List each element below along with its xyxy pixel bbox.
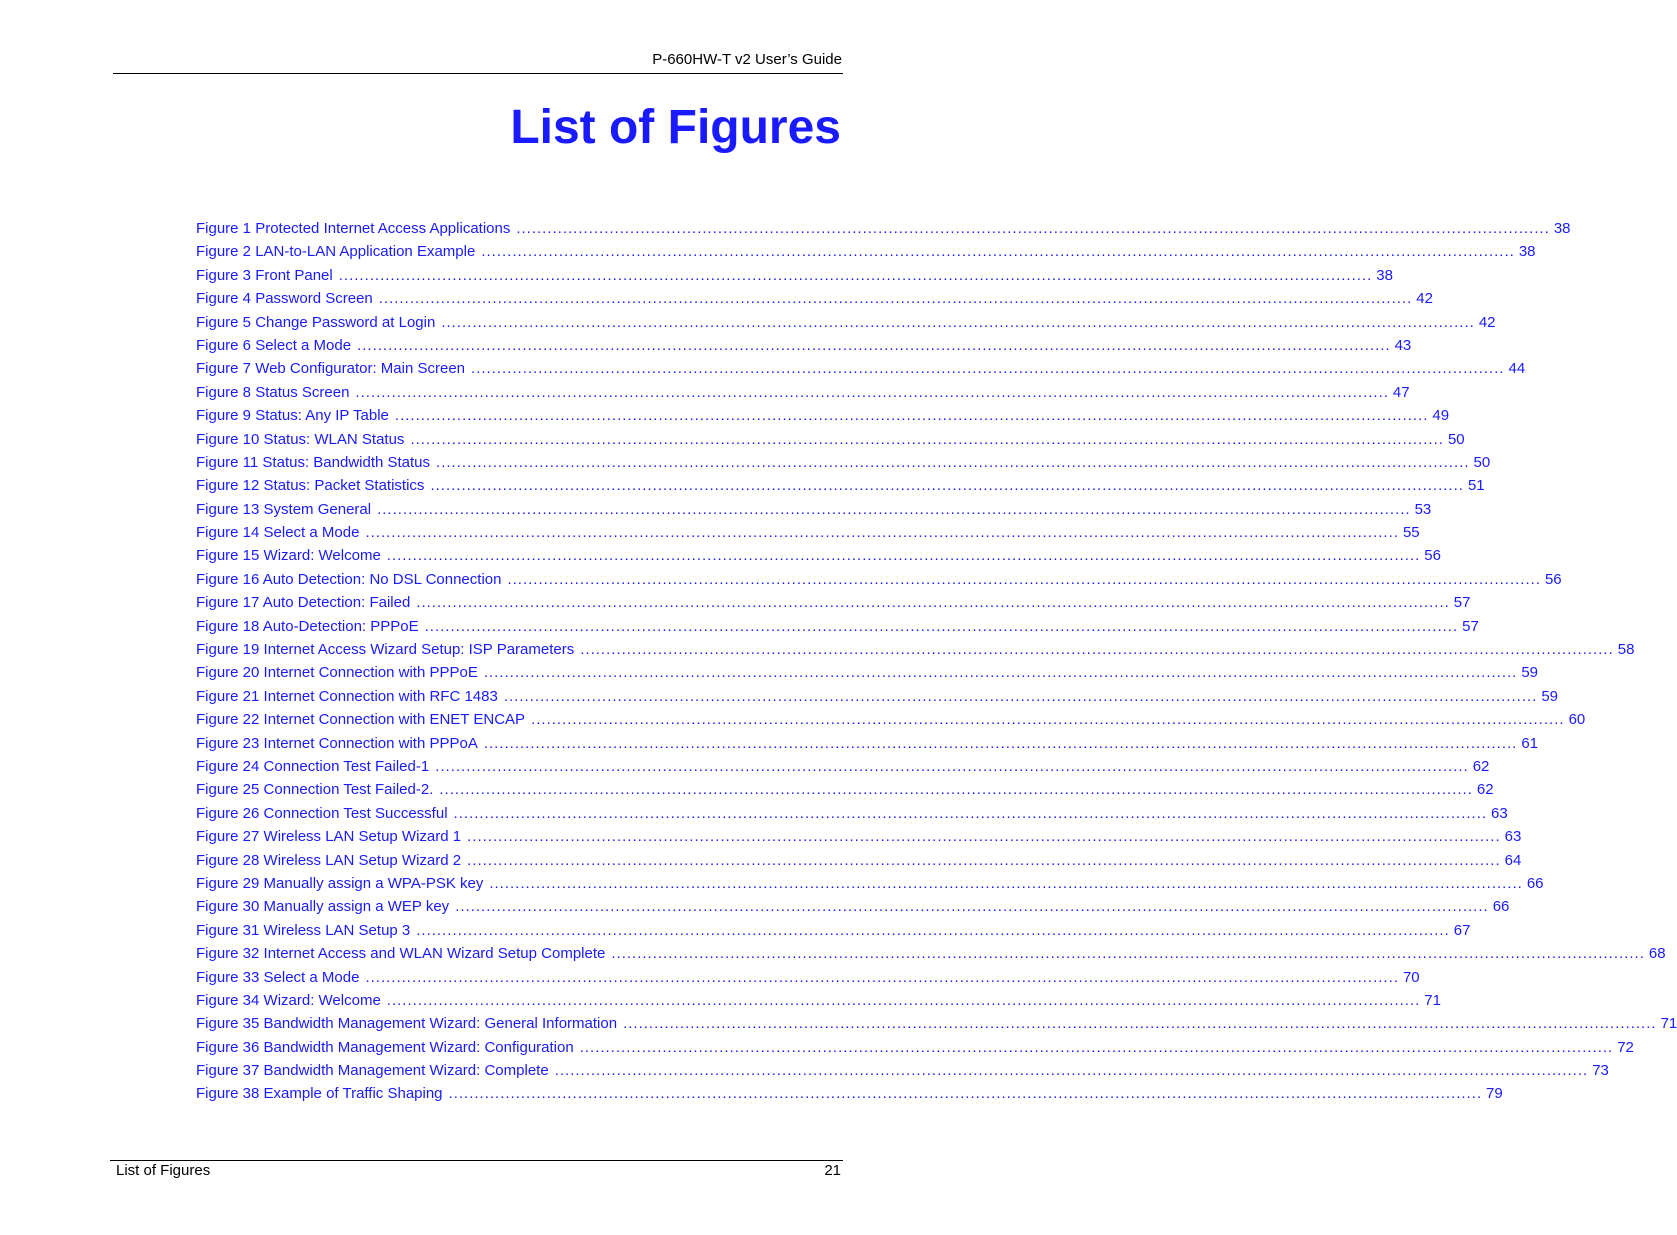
figure-list-item[interactable]: [196, 1036, 1634, 1059]
figure-page-number[interactable]: 79: [1486, 1085, 1503, 1103]
figure-title-link[interactable]: Figure 13 System General: [196, 500, 372, 518]
figure-page-number[interactable]: 63: [1491, 804, 1508, 822]
dot-leader: ........................................................................................................................................................................................................: [554, 1062, 1589, 1080]
figure-title-link[interactable]: Figure 28 Wireless LAN Setup Wizard 2: [196, 851, 462, 869]
figure-title-link[interactable]: Figure 10 Status: WLAN Status: [196, 430, 405, 448]
figure-list-item[interactable]: [196, 825, 1522, 848]
figure-title-link[interactable]: Figure 25 Connection Test Failed-2.: [196, 781, 434, 799]
figure-title-link[interactable]: Figure 30 Manually assign a WEP key: [196, 898, 450, 916]
figure-list-item[interactable]: [196, 895, 1510, 918]
figure-list-item[interactable]: [196, 802, 1508, 825]
figure-list-item[interactable]: [196, 474, 1485, 497]
figure-list-item[interactable]: [196, 357, 1526, 380]
figure-page-number[interactable]: 63: [1504, 828, 1522, 846]
figure-title-link[interactable]: Figure 2 LAN-to-LAN Application Example: [196, 243, 476, 261]
dot-leader: ........................................................................................................................................................................................................: [623, 1015, 1657, 1033]
figure-title-link[interactable]: Figure 5 Change Password at Login: [196, 313, 436, 331]
dot-leader: ........................................................................................................................................................................................................: [386, 547, 1421, 565]
dot-leader: ........................................................................................................................................................................................................: [357, 336, 1391, 354]
figure-title-link[interactable]: Figure 4 Password Screen: [196, 290, 373, 308]
figure-page-number[interactable]: 59: [1541, 687, 1559, 705]
figure-list-item[interactable]: [196, 591, 1471, 614]
figure-page-number[interactable]: 62: [1476, 781, 1494, 799]
figure-title-link[interactable]: Figure 7 Web Configurator: Main Screen: [196, 360, 466, 378]
figure-list-item[interactable]: [196, 966, 1420, 989]
dot-leader: ........................................................................................................................................................................................................: [531, 711, 1565, 729]
figure-list-item[interactable]: [196, 1059, 1609, 1082]
figure-list-item[interactable]: [196, 544, 1441, 567]
figure-page-number[interactable]: 50: [1473, 453, 1491, 471]
dot-leader: ........................................................................................................................................................................................................: [507, 570, 1541, 588]
figure-title-link[interactable]: Figure 36 Bandwidth Management Wizard: Configuration: [196, 1038, 574, 1056]
dot-leader: ........................................................................................................................................................................................................: [483, 734, 1518, 752]
figure-list-item[interactable]: [196, 240, 1536, 263]
figure-list-item[interactable]: [196, 755, 1490, 778]
figure-list-item[interactable]: [196, 708, 1586, 731]
figure-list-item[interactable]: [196, 872, 1544, 895]
dot-leader: ........................................................................................................................................................................................................: [435, 757, 1469, 775]
dot-leader: ........................................................................................................................................................................................................: [467, 828, 1501, 846]
dot-leader: ........................................................................................................................................................................................................: [338, 266, 1373, 284]
figure-list-item[interactable]: [196, 989, 1441, 1012]
figure-page-number[interactable]: 68: [1648, 945, 1666, 963]
dot-leader: ........................................................................................................................................................................................................: [441, 313, 1475, 331]
figure-title-link[interactable]: Figure 15 Wizard: Welcome: [196, 547, 381, 565]
figure-list: [196, 217, 1677, 1106]
dot-leader: ........................................................................................................................................................................................................: [436, 453, 1470, 471]
running-header: P-660HW-T v2 User’s Guide: [652, 51, 842, 68]
figure-title-link[interactable]: Figure 6 Select a Mode: [196, 336, 352, 354]
figure-title-link[interactable]: Figure 23 Internet Connection with PPPoA: [196, 734, 478, 752]
figure-title-link[interactable]: Figure 9 Status: Any IP Table: [196, 407, 389, 425]
figure-page-number[interactable]: 61: [1521, 734, 1539, 752]
figure-title-link[interactable]: Figure 26 Connection Test Successful: [196, 804, 448, 822]
figure-title-link[interactable]: Figure 18 Auto-Detection: PPPoE: [196, 617, 419, 635]
figure-page-number[interactable]: 43: [1394, 336, 1412, 354]
figure-page-number[interactable]: 56: [1424, 547, 1441, 565]
figure-page-number[interactable]: 38: [1518, 243, 1536, 261]
figure-page-number[interactable]: 57: [1462, 617, 1479, 635]
figure-page-number[interactable]: 55: [1402, 524, 1420, 542]
figure-page-number[interactable]: 59: [1521, 664, 1539, 682]
figure-page-number[interactable]: 42: [1416, 290, 1433, 308]
dot-leader: ........................................................................................................................................................................................................: [481, 243, 1515, 261]
figure-title-link[interactable]: Figure 14 Select a Mode: [196, 524, 360, 542]
figure-list-item[interactable]: [196, 287, 1433, 310]
dot-leader: ........................................................................................................................................................................................................: [378, 290, 1413, 308]
dot-leader: ........................................................................................................................................................................................................: [365, 524, 1399, 542]
figure-title-link[interactable]: Figure 38 Example of Traffic Shaping: [196, 1085, 443, 1103]
figure-list-item[interactable]: [196, 334, 1412, 357]
figure-list-item[interactable]: [196, 217, 1571, 240]
figure-title-link[interactable]: Figure 17 Auto Detection: Failed: [196, 594, 411, 612]
figure-title-link[interactable]: Figure 37 Bandwidth Management Wizard: Complete: [196, 1062, 549, 1080]
figure-title-link[interactable]: Figure 35 Bandwidth Management Wizard: General Information: [196, 1015, 618, 1033]
figure-list-item[interactable]: [196, 849, 1522, 872]
figure-page-number[interactable]: 58: [1617, 641, 1635, 659]
footer-page-number: 21: [824, 1162, 841, 1179]
dot-leader: ........................................................................................................................................................................................................: [516, 220, 1550, 237]
figure-page-number[interactable]: 67: [1453, 921, 1471, 939]
dot-leader: ........................................................................................................................................................................................................: [424, 617, 1459, 635]
dot-leader: ........................................................................................................................................................................................................: [455, 898, 1489, 916]
dot-leader: ........................................................................................................................................................................................................: [439, 781, 1473, 799]
figure-page-number[interactable]: 66: [1492, 898, 1510, 916]
figure-page-number[interactable]: 66: [1526, 874, 1544, 892]
footer-section-name: List of Figures: [116, 1162, 211, 1179]
figure-page-number[interactable]: 56: [1544, 570, 1562, 588]
dot-leader: ........................................................................................................................................................................................................: [416, 921, 1450, 939]
dot-leader: ........................................................................................................................................................................................................: [579, 1038, 1614, 1056]
figure-title-link[interactable]: Figure 19 Internet Access Wizard Setup: ISP Parameters: [196, 641, 575, 659]
dot-leader: ........................................................................................................................................................................................................: [580, 641, 1614, 659]
dot-leader: ........................................................................................................................................................................................................: [611, 945, 1645, 963]
figure-title-link[interactable]: Figure 21 Internet Connection with RFC 1483: [196, 687, 498, 705]
dot-leader: ........................................................................................................................................................................................................: [483, 664, 1518, 682]
dot-leader: ........................................................................................................................................................................................................: [471, 360, 1505, 378]
dot-leader: ........................................................................................................................................................................................................: [467, 851, 1501, 869]
figure-list-item[interactable]: [196, 615, 1479, 638]
figure-list-item[interactable]: [196, 428, 1465, 451]
figure-title-link[interactable]: Figure 16 Auto Detection: No DSL Connection: [196, 570, 502, 588]
figure-list-item[interactable]: [196, 451, 1491, 474]
figure-list-item[interactable]: [196, 521, 1420, 544]
figure-title-link[interactable]: Figure 32 Internet Access and WLAN Wizard Setup Complete: [196, 945, 606, 963]
figure-list-item[interactable]: [196, 685, 1559, 708]
figure-page-number[interactable]: 57: [1453, 594, 1471, 612]
dot-leader: ........................................................................................................................................................................................................: [448, 1085, 1483, 1103]
figure-title-link[interactable]: Figure 31 Wireless LAN Setup 3: [196, 921, 411, 939]
figure-page-number[interactable]: 49: [1432, 407, 1450, 425]
dot-leader: ........................................................................................................................................................................................................: [394, 407, 1429, 425]
dot-leader: ........................................................................................................................................................................................................: [503, 687, 1538, 705]
dot-leader: ........................................................................................................................................................................................................: [489, 874, 1523, 892]
figure-page-number[interactable]: 62: [1472, 757, 1490, 775]
figure-list-item[interactable]: [196, 404, 1450, 427]
figure-page-number[interactable]: 42: [1478, 313, 1496, 331]
figure-page-number[interactable]: 71: [1424, 991, 1441, 1009]
dot-leader: ........................................................................................................................................................................................................: [355, 383, 1389, 401]
figure-list-item[interactable]: [196, 311, 1496, 334]
figure-title-link[interactable]: Figure 22 Internet Connection with ENET ENCAP: [196, 711, 526, 729]
header-divider: [113, 73, 843, 74]
figure-page-number[interactable]: 38: [1553, 220, 1571, 237]
figure-list-item[interactable]: [196, 638, 1635, 661]
figure-page-number[interactable]: 70: [1402, 968, 1420, 986]
figure-page-number[interactable]: 47: [1392, 383, 1410, 401]
figure-title-link[interactable]: Figure 33 Select a Mode: [196, 968, 360, 986]
footer-divider: [110, 1160, 843, 1161]
figure-page-number[interactable]: 60: [1568, 711, 1586, 729]
dot-leader: ........................................................................................................................................................................................................: [386, 991, 1421, 1009]
figure-page-number[interactable]: 64: [1504, 851, 1522, 869]
figure-title-link[interactable]: Figure 34 Wizard: Welcome: [196, 991, 381, 1009]
figure-page-number[interactable]: 53: [1414, 500, 1432, 518]
figure-title-link[interactable]: Figure 20 Internet Connection with PPPoE: [196, 664, 478, 682]
figure-page-number[interactable]: 51: [1467, 477, 1485, 495]
dot-leader: ........................................................................................................................................................................................................: [430, 477, 1464, 495]
figure-title-link[interactable]: Figure 11 Status: Bandwidth Status: [196, 453, 431, 471]
dot-leader: ........................................................................................................................................................................................................: [377, 500, 1411, 518]
figure-title-link[interactable]: Figure 8 Status Screen: [196, 383, 350, 401]
figure-list-item[interactable]: [196, 919, 1471, 942]
figure-list-item[interactable]: [196, 942, 1666, 965]
figure-list-item[interactable]: [196, 778, 1494, 801]
figure-list-item[interactable]: [196, 498, 1432, 521]
figure-list-item[interactable]: [196, 661, 1539, 684]
figure-title-link[interactable]: Figure 3 Front Panel: [196, 266, 333, 284]
figure-list-item[interactable]: [196, 732, 1539, 755]
figure-page-number[interactable]: 44: [1508, 360, 1526, 378]
dot-leader: ........................................................................................................................................................................................................: [416, 594, 1450, 612]
page-title: List of Figures: [510, 101, 841, 154]
figure-list-item[interactable]: [196, 1082, 1503, 1105]
figure-title-link[interactable]: Figure 24 Connection Test Failed-1: [196, 757, 430, 775]
figure-list-item[interactable]: [196, 264, 1393, 287]
figure-list-item[interactable]: [196, 381, 1410, 404]
figure-page-number[interactable]: 50: [1447, 430, 1465, 448]
figure-list-item[interactable]: [196, 1012, 1677, 1035]
figure-title-link[interactable]: Figure 1 Protected Internet Access Applications: [196, 220, 511, 237]
figure-title-link[interactable]: Figure 29 Manually assign a WPA-PSK key: [196, 874, 484, 892]
figure-page-number[interactable]: 71: [1660, 1015, 1677, 1033]
dot-leader: ........................................................................................................................................................................................................: [410, 430, 1444, 448]
figure-title-link[interactable]: Figure 27 Wireless LAN Setup Wizard 1: [196, 828, 462, 846]
figure-page-number[interactable]: 73: [1592, 1062, 1609, 1080]
figure-list-item[interactable]: [196, 568, 1562, 591]
figure-page-number[interactable]: 38: [1376, 266, 1393, 284]
figure-page-number[interactable]: 72: [1617, 1038, 1634, 1056]
figure-title-link[interactable]: Figure 12 Status: Packet Statistics: [196, 477, 425, 495]
dot-leader: ........................................................................................................................................................................................................: [453, 804, 1488, 822]
dot-leader: ........................................................................................................................................................................................................: [365, 968, 1399, 986]
